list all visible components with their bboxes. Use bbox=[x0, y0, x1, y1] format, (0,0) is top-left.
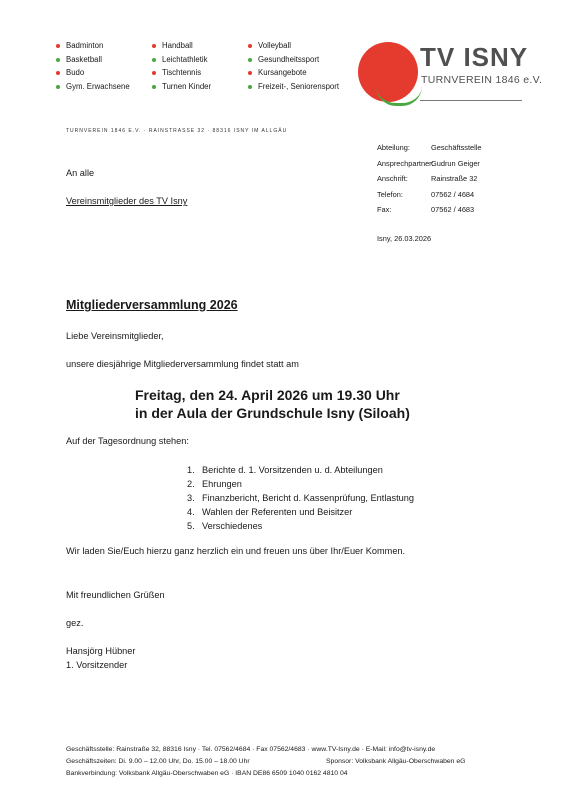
sport-item bbox=[248, 81, 356, 94]
info-row bbox=[377, 156, 482, 172]
info-value: Geschäftsstelle bbox=[431, 143, 482, 152]
agenda-intro: Auf der Tagesordnung stehen: bbox=[66, 436, 189, 446]
agenda-number: 3. bbox=[187, 493, 195, 504]
footer-line-1: Geschäftsstelle: Rainstraße 32, 88316 Isny · Tel. 07562/4684 · Fax 07562/4683 · www.TV-Isny.de · E-Mail: info@tv-isny.de bbox=[66, 746, 436, 753]
agenda-number: 2. bbox=[187, 479, 195, 490]
info-key: Telefon: bbox=[377, 189, 403, 199]
sport-item bbox=[152, 54, 248, 67]
info-row bbox=[377, 140, 482, 156]
sport-item bbox=[56, 40, 152, 53]
closing: Mit freundlichen Grüßen bbox=[66, 590, 165, 600]
recipient-line-1: An alle bbox=[66, 168, 95, 178]
info-value: 07562 / 4684 bbox=[431, 189, 475, 199]
agenda-text: Finanzbericht, Bericht d. Kassenprüfung, Entlastung bbox=[202, 493, 414, 504]
sports-list bbox=[56, 40, 356, 93]
logo-swoosh-icon bbox=[376, 86, 422, 106]
bullet-dot-icon bbox=[56, 71, 60, 75]
info-row bbox=[377, 171, 482, 187]
info-key: Abteilung: bbox=[377, 143, 410, 152]
intro-text: unsere diesjährige Mitgliederversammlung findet statt am bbox=[66, 359, 299, 369]
footer-sponsor: Sponsor: Volksbank Allgäu-Oberschwaben eG bbox=[326, 758, 466, 765]
sport-item bbox=[248, 54, 356, 67]
agenda-text: Wahlen der Referenten und Beisitzer bbox=[202, 507, 353, 518]
info-row bbox=[377, 202, 482, 218]
agenda-text: Berichte d. 1. Vorsitzenden u. d. Abteilungen bbox=[202, 465, 383, 475]
sport-label: Badminton bbox=[66, 41, 104, 50]
info-value: Rainstraße 32 bbox=[431, 174, 478, 184]
agenda-list bbox=[187, 463, 414, 533]
sport-label: Handball bbox=[162, 41, 193, 50]
sport-label: Volleyball bbox=[258, 41, 291, 50]
sport-item bbox=[152, 67, 248, 80]
sport-item bbox=[152, 40, 248, 53]
sport-label: Tischtennis bbox=[162, 68, 202, 78]
event-location: in der Aula der Grundschule Isny (Siloah) bbox=[135, 405, 410, 421]
signer-name: Hansjörg Hübner bbox=[66, 646, 136, 656]
bullet-dot-icon bbox=[56, 44, 60, 48]
sport-label: Budo bbox=[66, 68, 85, 78]
sport-item bbox=[248, 40, 356, 53]
bullet-dot-icon bbox=[152, 44, 156, 48]
list-item bbox=[187, 505, 414, 519]
list-item bbox=[187, 463, 414, 477]
bullet-dot-icon bbox=[248, 85, 252, 89]
sport-label: Gym. Erwachsene bbox=[66, 81, 130, 91]
sport-label: Leichtathletik bbox=[162, 54, 208, 64]
logo-subtitle: TURNVEREIN 1846 e.V. bbox=[421, 74, 543, 86]
info-key: Fax: bbox=[377, 205, 392, 215]
letter-subject: Mitgliederversammlung 2026 bbox=[66, 298, 238, 312]
bullet-dot-icon bbox=[56, 58, 60, 62]
agenda-number: 1. bbox=[187, 465, 195, 475]
sport-label: Turnen Kinder bbox=[162, 81, 212, 91]
agenda-number: 5. bbox=[187, 521, 195, 532]
info-key: Anschrift: bbox=[377, 174, 408, 184]
agenda-text: Verschiedenes bbox=[202, 521, 263, 532]
sport-item bbox=[248, 67, 356, 80]
bullet-dot-icon bbox=[152, 58, 156, 62]
sport-label: Basketball bbox=[66, 54, 102, 64]
footer bbox=[66, 744, 466, 780]
info-value: 07562 / 4683 bbox=[431, 205, 475, 215]
sport-label: Kursangebote bbox=[258, 68, 307, 78]
agenda-text: Ehrungen bbox=[202, 479, 242, 490]
event-date: Freitag, den 24. April 2026 um 19.30 Uhr bbox=[135, 387, 400, 403]
info-key: Ansprechpartner: bbox=[377, 158, 434, 168]
letter-date: Isny, 26.03.2026 bbox=[377, 234, 432, 243]
signer-title: 1. Vorsitzender bbox=[66, 660, 128, 670]
info-row bbox=[377, 187, 482, 203]
list-item bbox=[187, 519, 414, 533]
sport-item bbox=[56, 54, 152, 67]
sport-item bbox=[56, 81, 152, 94]
footer-line-2: Geschäftszeiten: Di. 9.00 – 12.00 Uhr, Do. 15.00 – 18.00 Uhr bbox=[66, 758, 250, 765]
sport-label: Freizeit-, Seniorensport bbox=[258, 81, 340, 91]
club-logo bbox=[358, 38, 543, 108]
recipient-line-2: Vereinsmitglieder des TV Isny bbox=[66, 196, 188, 206]
footer-line-3: Bankverbindung: Volksbank Allgäu-Oberschwaben eG · IBAN DE86 6509 1040 0162 4810 04 bbox=[66, 770, 348, 777]
salutation: Liebe Vereinsmitglieder, bbox=[66, 331, 164, 341]
contact-info-block bbox=[377, 140, 482, 218]
sport-item bbox=[152, 81, 248, 94]
list-item bbox=[187, 477, 414, 491]
bullet-dot-icon bbox=[152, 71, 156, 75]
bullet-dot-icon bbox=[152, 85, 156, 89]
sport-label: Gesundheitssport bbox=[258, 54, 320, 64]
sender-line: TURNVEREIN 1846 E.V. · RAINSTRASSE 32 · 88316 ISNY IM ALLGÄU bbox=[66, 128, 288, 134]
sport-item bbox=[56, 67, 152, 80]
bullet-dot-icon bbox=[248, 58, 252, 62]
logo-title: TV ISNY bbox=[420, 42, 529, 72]
bullet-dot-icon bbox=[56, 85, 60, 89]
footer-line-2-row bbox=[66, 756, 466, 768]
logo-divider bbox=[420, 100, 522, 101]
invitation-text: Wir laden Sie/Euch hierzu ganz herzlich ein und freuen uns über Ihr/Euer Kommen. bbox=[66, 546, 406, 556]
bullet-dot-icon bbox=[248, 71, 252, 75]
info-value: Gudrun Geiger bbox=[431, 158, 480, 168]
bullet-dot-icon bbox=[248, 44, 252, 48]
gez-text: gez. bbox=[66, 618, 84, 628]
list-item bbox=[187, 491, 414, 505]
agenda-number: 4. bbox=[187, 507, 195, 518]
